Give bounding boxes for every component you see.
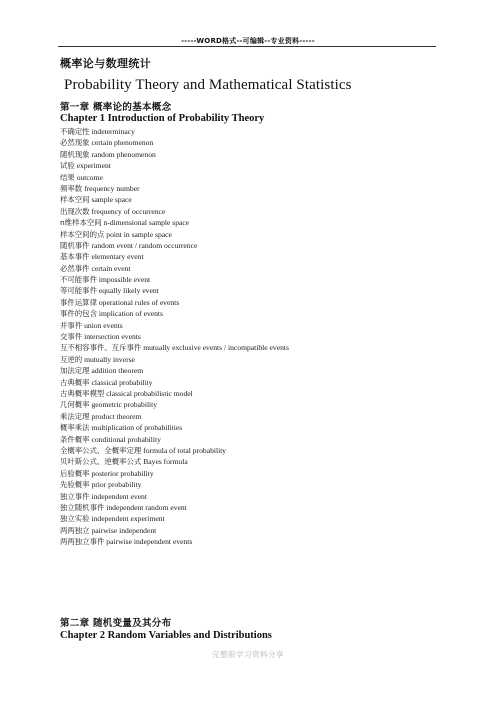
term-chinese: 出现次数 — [60, 206, 90, 216]
glossary-term — [60, 297, 289, 308]
term-chinese: 样本空间 — [60, 195, 90, 205]
term-english: n-dimensional sample space — [103, 218, 190, 228]
glossary-term — [60, 194, 289, 205]
glossary-term — [60, 456, 289, 467]
glossary-term — [60, 502, 289, 513]
term-english: operational rules of events — [98, 297, 180, 307]
term-english: multiplication of probabilities — [91, 423, 183, 433]
term-chinese: 随机事件 — [60, 240, 90, 250]
term-chinese: 乘法定理 — [60, 411, 90, 421]
term-chinese: 两两独立 — [60, 525, 90, 535]
chapter-1-title-en: Chapter 1 Introduction of Probability Theory — [60, 113, 265, 124]
term-english: indeterminacy — [91, 127, 135, 136]
term-english: mutually exclusive events / incompatible events — [143, 343, 289, 353]
glossary-term — [60, 137, 289, 148]
term-english: mutually inverse — [84, 354, 135, 364]
term-chinese: 独立实验 — [60, 514, 90, 524]
term-chinese: 频率数 — [60, 183, 83, 193]
term-english: pairwise independent events — [106, 537, 193, 547]
term-english: point in sample space — [106, 229, 172, 239]
glossary-term — [60, 411, 289, 422]
glossary-term — [60, 513, 289, 524]
glossary-term — [60, 240, 289, 251]
term-chinese: 独立事件 — [60, 491, 90, 501]
term-chinese: 不可能事件 — [60, 275, 97, 285]
term-chinese: 必然现象 — [60, 138, 90, 148]
term-english: posterior probability — [91, 468, 154, 478]
glossary-term — [60, 491, 289, 502]
term-chinese: 事件运算律 — [60, 297, 97, 307]
header-divider — [58, 46, 436, 47]
term-chinese: 等可能事件 — [60, 286, 97, 296]
glossary-term — [60, 206, 289, 217]
glossary-term — [60, 320, 289, 331]
term-chinese: 随机现象 — [60, 149, 90, 159]
term-english: outcome — [76, 172, 103, 182]
glossary-term — [60, 183, 289, 194]
term-english: frequency number — [84, 183, 140, 193]
term-chinese: 交事件 — [60, 332, 83, 342]
term-english: classical probability — [91, 377, 153, 387]
term-chinese: 先验概率 — [60, 480, 90, 490]
term-chinese: 条件概率 — [60, 434, 90, 444]
glossary-term — [60, 160, 289, 171]
glossary-term — [60, 229, 289, 240]
term-english: random phenomenon — [91, 149, 156, 159]
chapter-2-title-zh: 第二章 随机变量及其分布 — [60, 618, 172, 629]
term-english: independent random event — [106, 502, 187, 512]
glossary-term — [60, 331, 289, 342]
term-chinese: 试验 — [60, 161, 75, 171]
term-chinese: 几何概率 — [60, 400, 90, 410]
glossary-term — [60, 149, 289, 160]
glossary-term — [60, 342, 289, 353]
term-english: independent event — [91, 491, 147, 501]
term-english: elementary event — [91, 252, 144, 262]
term-english: intersection events — [84, 332, 141, 342]
page-header: -----WORD格式--可编辑--专业资料----- — [181, 37, 315, 45]
term-chinese: 必然事件 — [60, 263, 90, 273]
glossary-term — [60, 445, 289, 456]
term-chinese: 贝叶斯公式、逆概率公式 — [60, 457, 142, 467]
term-english: geometric probability — [91, 400, 158, 410]
term-english: product theorem — [91, 411, 142, 421]
glossary-term — [60, 126, 289, 137]
term-chinese: 两两独立事件 — [60, 537, 105, 547]
glossary-term — [60, 525, 289, 536]
document-subtitle: Probability Theory and Mathematical Statistics — [64, 77, 352, 93]
chapter-1-title-zh: 第一章 概率论的基本概念 — [60, 102, 172, 113]
term-chinese: 事件的包含 — [60, 309, 97, 319]
chapter-2-title-en: Chapter 2 Random Variables and Distributions — [60, 630, 272, 641]
term-english: union events — [84, 320, 123, 330]
glossary-term — [60, 354, 289, 365]
term-english: equally likely event — [98, 286, 159, 296]
term-english: frequency of occurrence — [91, 206, 166, 216]
term-english: independent experiment — [91, 514, 165, 524]
glossary-term — [60, 434, 289, 445]
term-english: sample space — [91, 195, 132, 205]
term-english: conditional probability — [91, 434, 161, 444]
term-english: implication of events — [98, 309, 163, 319]
term-chinese: 互逆的 — [60, 354, 83, 364]
glossary-term — [60, 399, 289, 410]
term-chinese: n维样本空间 — [60, 218, 102, 228]
term-english: random event / random occurrence — [91, 240, 198, 250]
term-english: addition theorem — [91, 366, 144, 376]
term-chinese: 并事件 — [60, 320, 83, 330]
glossary-term — [60, 479, 289, 490]
term-chinese: 不确定性 — [60, 127, 90, 136]
document-title: 概率论与数理统计 — [60, 57, 152, 70]
glossary-term — [60, 536, 289, 547]
term-list — [60, 126, 289, 547]
term-chinese: 独立随机事件 — [60, 502, 105, 512]
glossary-term — [60, 285, 289, 296]
term-english: impossible event — [98, 275, 151, 285]
term-english: prior probability — [91, 480, 142, 490]
term-chinese: 互不相容事件、互斥事件 — [60, 343, 142, 353]
term-chinese: 样本空间的点 — [60, 229, 105, 239]
glossary-term — [60, 251, 289, 262]
term-english: experiment — [76, 161, 111, 171]
term-chinese: 概率乘法 — [60, 423, 90, 433]
term-english: certain event — [91, 263, 131, 273]
term-english: Bayes formula — [143, 457, 188, 467]
glossary-term — [60, 422, 289, 433]
glossary-term — [60, 217, 289, 228]
term-english: classical probabilistic model — [106, 388, 193, 398]
term-english: pairwise independent — [91, 525, 157, 535]
term-chinese: 加法定理 — [60, 366, 90, 376]
term-chinese: 古典概率 — [60, 377, 90, 387]
term-chinese: 全概率公式、全概率定理 — [60, 445, 142, 455]
glossary-term — [60, 308, 289, 319]
glossary-term — [60, 263, 289, 274]
term-chinese: 结果 — [60, 172, 75, 182]
glossary-term — [60, 274, 289, 285]
term-chinese: 基本事件 — [60, 252, 90, 262]
term-english: formula of total probability — [143, 445, 227, 455]
page-footer: 完整版学习资料分享 — [212, 650, 284, 659]
term-chinese: 古典概率模型 — [60, 388, 105, 398]
term-chinese: 后验概率 — [60, 468, 90, 478]
glossary-term — [60, 377, 289, 388]
glossary-term — [60, 365, 289, 376]
term-english: certain phenomenon — [91, 138, 154, 148]
glossary-term — [60, 468, 289, 479]
glossary-term — [60, 172, 289, 183]
glossary-term — [60, 388, 289, 399]
